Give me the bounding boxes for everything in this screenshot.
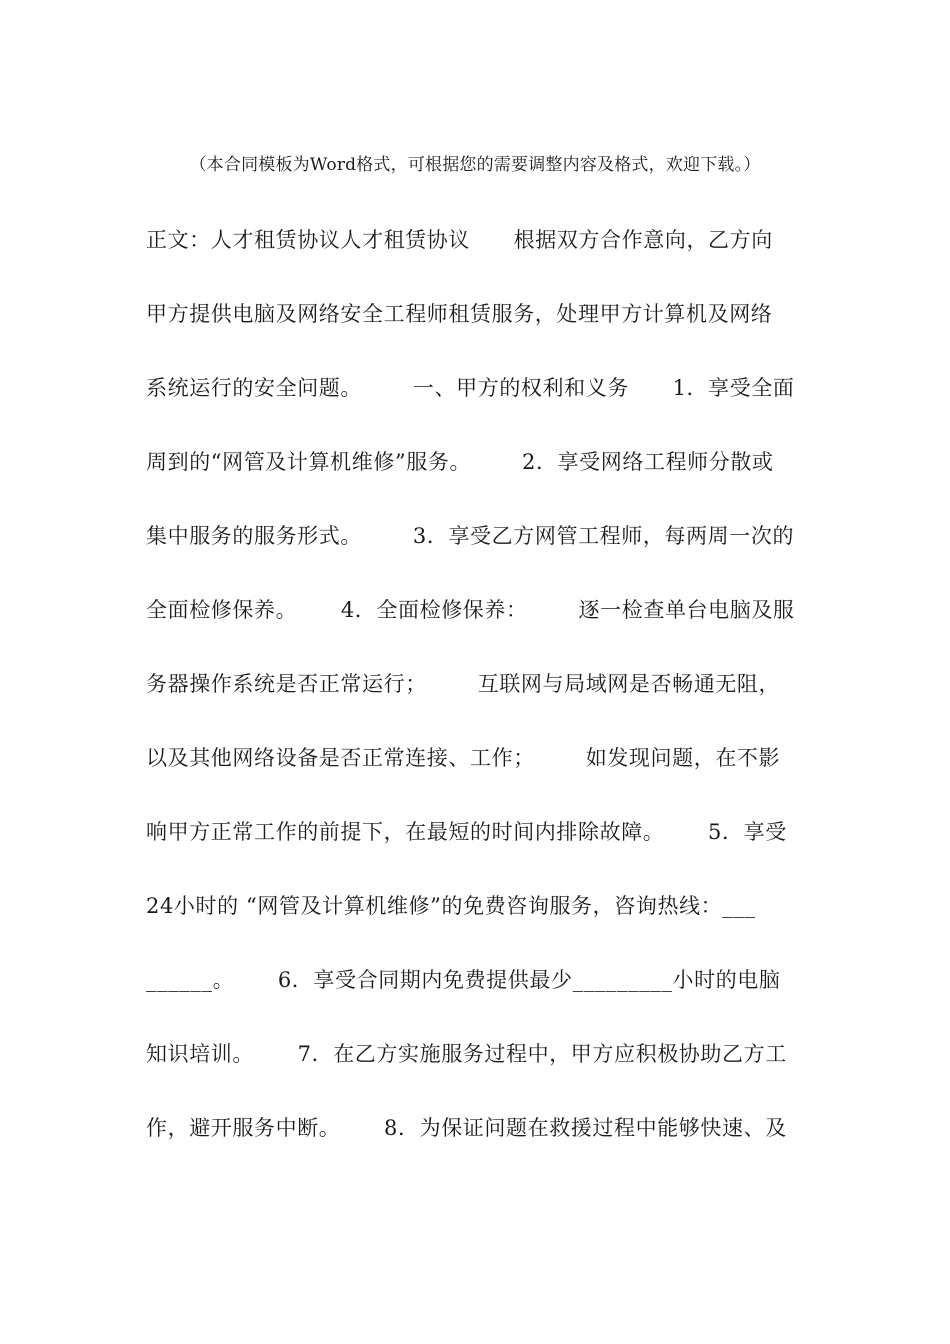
body-line: ______。 6．享受合同期内免费提供最少_________小时的电脑 xyxy=(146,968,781,992)
body-line: 作，避开服务中断。 8．为保证问题在救援过程中能够快速、及 xyxy=(146,1116,787,1140)
body-line: 响甲方正常工作的前提下，在最短的时间内排除故障。 5．享受 xyxy=(146,820,787,844)
body-line: 甲方提供电脑及网络安全工程师租赁服务，处理甲方计算机及网络 xyxy=(146,302,773,326)
body-line: 全面检修保养。 4．全面检修保养： 逐一检查单台电脑及服 xyxy=(146,598,795,622)
body-line: 周到的“网管及计算机维修”服务。 2．享受网络工程师分散或 xyxy=(146,450,774,474)
template-note: （本合同模板为Word格式，可根据您的需要调整内容及格式，欢迎下载。） xyxy=(189,155,761,175)
contract-body xyxy=(146,222,806,1184)
body-line: 系统运行的安全问题。 一、甲方的权利和义务 1．享受全面 xyxy=(146,376,795,400)
body-line: 集中服务的服务形式。 3．享受乙方网管工程师，每两周一次的 xyxy=(146,524,795,548)
body-line: 正文：人才租赁协议人才租赁协议 根据双方合作意向，乙方向 xyxy=(146,228,773,252)
body-line: 24小时的 “网管及计算机维修”的免费咨询服务，咨询热线：___ xyxy=(146,894,756,918)
body-line: 以及其他网络设备是否正常连接、工作； 如发现问题，在不影 xyxy=(146,746,781,770)
body-line: 务器操作系统是否正常运行； 互联网与局域网是否畅通无阻， xyxy=(146,672,781,696)
body-line: 知识培训。 7．在乙方实施服务过程中，甲方应积极协助乙方工 xyxy=(146,1042,787,1066)
